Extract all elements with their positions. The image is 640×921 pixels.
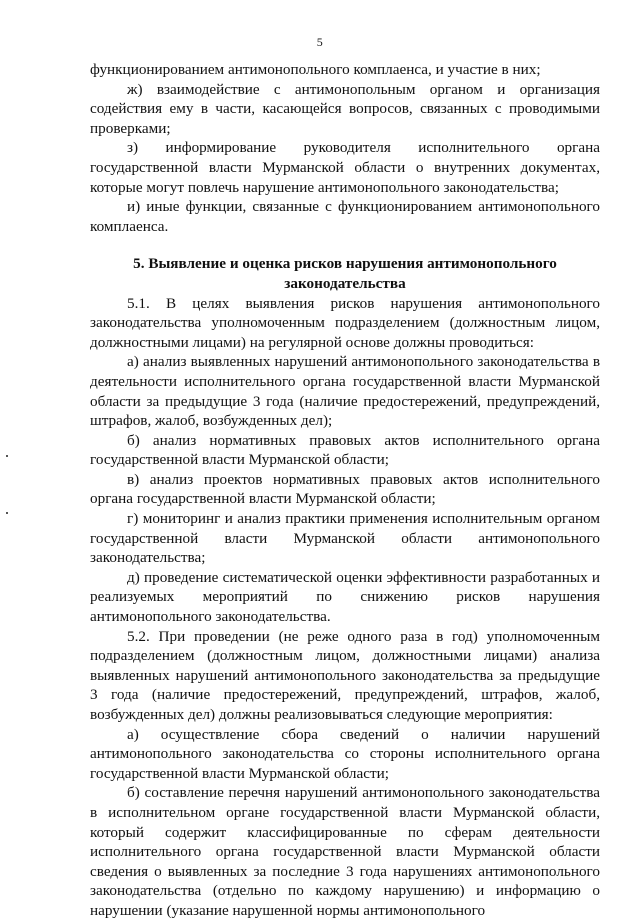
document-body (90, 60, 600, 921)
page-number: 5 (316, 35, 324, 49)
paragraph: ж) взаимодействие с антимонопольным органом и организация содействия ему в части, касающейся вопросов, связанных с проводимыми проверками; (90, 80, 600, 137)
paragraph: а) осуществление сбора сведений о наличии нарушений антимонопольного законодательства со стороны исполнительного органа государственной власти Мурманской области; (90, 725, 600, 782)
paragraph: г) мониторинг и анализ практики применения исполнительным органом государственной власти Мурманской области антимонопольного законодательства; (90, 510, 600, 567)
margin-mark (6, 512, 8, 514)
paragraph: 5.2. При проведении (не реже одного раза в год) уполномоченным подразделением (должностным лицом, должностными лицами) анализа выявленных нарушений антимонопольного законодательства за предыдущие 3 года (наличие предостережений, предупреждений, штрафов, жалоб, возбужденных дел) должны реализовываться следующие мероприятия: (90, 627, 600, 723)
paragraph: д) проведение систематической оценки эффективности разработанных и реализуемых мероприятий по снижению рисков нарушения антимонопольного законодательства. (90, 568, 600, 626)
paragraph: з) информирование руководителя исполнительного органа государственной власти Мурманской области о внутренних документах, которые могут повлечь нарушение антимонопольного законодательства; (90, 139, 600, 196)
section-heading: 5. Выявление и оценка рисков нарушения антимонопольного законодательства (133, 255, 557, 292)
paragraph: б) составление перечня нарушений антимонопольного законодательства в исполнительном органе государственной власти Мурманской области, который содержит классифицированные по сферам деятельности исполнительного органа государственной власти Мурманской области сведения о выявленных за последние 3 года нарушениях антимонопольного законодательства (отдельно по каждому нарушению) и информацию о нарушении (указание нарушенной нормы антимонопольного (90, 784, 600, 919)
paragraph: а) анализ выявленных нарушений антимонопольного законодательства в деятельности исполнительного органа государственной власти Мурманской области за предыдущие 3 года (наличие предостережений, предупреждений, штрафов, жалоб, возбужденных дел); (90, 353, 600, 430)
paragraph-group-after (90, 294, 600, 921)
margin-mark (6, 455, 8, 457)
paragraph: функционированием антимонопольного комплаенса, и участие в них; (90, 61, 541, 78)
paragraph: в) анализ проектов нормативных правовых актов исполнительного органа государственной власти Мурманской области; (90, 470, 600, 508)
paragraph: и) иные функции, связанные с функционированием антимонопольного комплаенса. (90, 198, 600, 235)
paragraph: 5.1. В целях выявления рисков нарушения антимонопольного законодательства уполномоченным подразделением (должностным лицом, должностными лицами) на регулярной основе должны проводиться: (90, 294, 600, 351)
paragraph-group-before (90, 60, 600, 236)
paragraph: б) анализ нормативных правовых актов исполнительного органа государственной власти Мурманской области; (90, 431, 600, 469)
